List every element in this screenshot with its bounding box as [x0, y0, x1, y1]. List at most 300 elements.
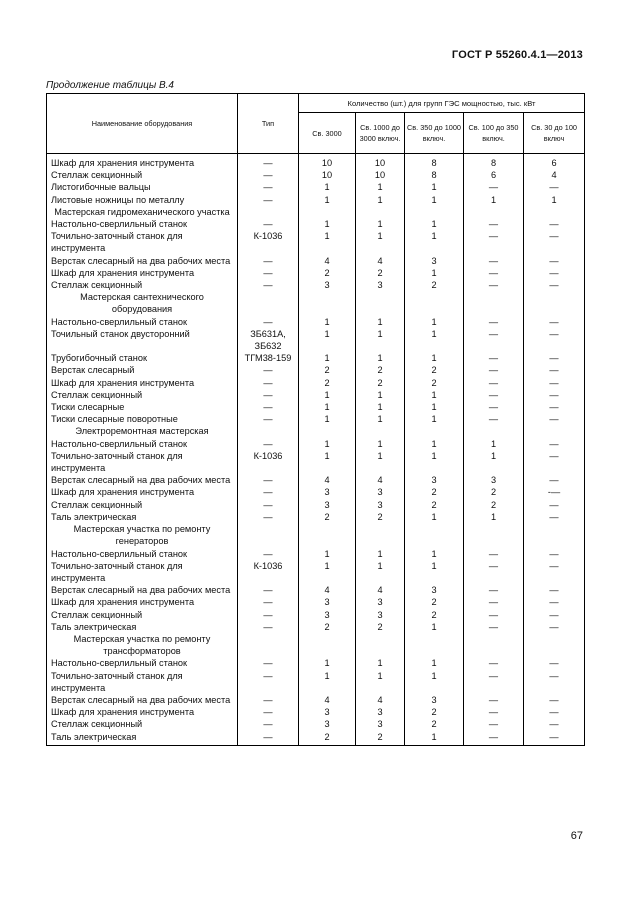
equipment-name: Настольно-сверлильный станок	[47, 316, 238, 328]
table-row	[47, 377, 585, 389]
quantity-cell: —	[524, 377, 585, 389]
quantity-cell: 3	[356, 718, 405, 730]
equipment-name: Таль электрическая	[47, 511, 238, 523]
equipment-type: —	[238, 731, 299, 746]
quantity-cell: 1	[405, 316, 464, 328]
section-row	[47, 206, 585, 218]
quantity-cell: 2	[464, 499, 524, 511]
quantity-cell: 4	[356, 584, 405, 596]
table-row	[47, 657, 585, 669]
quantity-cell: 10	[299, 169, 356, 181]
quantity-cell: —	[464, 279, 524, 291]
quantity-cell: 1	[299, 438, 356, 450]
equipment-name: Шкаф для хранения инструмента	[47, 267, 238, 279]
table-row	[47, 621, 585, 633]
section-title: Электроремонтная мастерская	[47, 425, 238, 437]
quantity-cell: —	[524, 267, 585, 279]
quantity-cell: —	[524, 255, 585, 267]
equipment-type: —	[238, 548, 299, 560]
quantity-cell: 1	[405, 438, 464, 450]
quantity-cell: 1	[405, 230, 464, 254]
quantity-cell: 10	[299, 154, 356, 170]
quantity-cell: —	[524, 706, 585, 718]
quantity-cell: —	[464, 670, 524, 694]
quantity-cell: —	[464, 657, 524, 669]
quantity-cell: 1	[405, 511, 464, 523]
equipment-type: —	[238, 486, 299, 498]
quantity-cell: 2	[405, 364, 464, 376]
quantity-cell: 1	[356, 316, 405, 328]
equipment-type: —	[238, 154, 299, 170]
quantity-cell: 1	[356, 560, 405, 584]
quantity-cell: 4	[356, 694, 405, 706]
quantity-cell: 8	[405, 154, 464, 170]
quantity-cell	[464, 523, 524, 547]
equipment-name: Точильно-заточный станок для инструмента	[47, 450, 238, 474]
quantity-cell: 3	[405, 474, 464, 486]
quantity-cell	[356, 633, 405, 657]
page-number: 67	[570, 830, 583, 842]
quantity-cell: 1	[405, 181, 464, 193]
quantity-cell	[464, 633, 524, 657]
quantity-cell: 1	[405, 328, 464, 352]
quantity-cell: 2	[356, 621, 405, 633]
equipment-type: —	[238, 706, 299, 718]
quantity-cell: 2	[356, 377, 405, 389]
quantity-cell: 2	[299, 377, 356, 389]
quantity-cell	[356, 291, 405, 315]
section-row	[47, 523, 585, 547]
quantity-cell: 1	[299, 389, 356, 401]
section-title: Мастерская участка по ремонту генераторов	[47, 523, 238, 547]
quantity-cell: 2	[405, 706, 464, 718]
quantity-cell: 1	[464, 438, 524, 450]
quantity-cell: 3	[299, 499, 356, 511]
quantity-cell: —	[524, 364, 585, 376]
quantity-cell: 4	[299, 584, 356, 596]
quantity-cell: —	[464, 731, 524, 746]
quantity-cell: 4	[524, 169, 585, 181]
quantity-cell: 1	[299, 401, 356, 413]
section-title: Мастерская гидромеханического участка	[47, 206, 238, 218]
equipment-name: Стеллаж секционный	[47, 499, 238, 511]
quantity-cell	[405, 425, 464, 437]
header-group-5: Св. 30 до 100 включ	[524, 113, 585, 154]
quantity-cell: 1	[356, 401, 405, 413]
equipment-type: —	[238, 511, 299, 523]
quantity-cell: 1	[356, 389, 405, 401]
quantity-cell: 3	[405, 584, 464, 596]
quantity-cell: 1	[356, 181, 405, 193]
quantity-cell: —	[464, 718, 524, 730]
quantity-cell: —	[464, 584, 524, 596]
quantity-cell: —	[524, 181, 585, 193]
quantity-cell: —	[524, 279, 585, 291]
quantity-cell	[524, 425, 585, 437]
header-group-1: Св. 3000	[299, 113, 356, 154]
quantity-cell	[524, 291, 585, 315]
equipment-type	[238, 425, 299, 437]
equipment-type: —	[238, 181, 299, 193]
table-row	[47, 279, 585, 291]
equipment-type	[238, 633, 299, 657]
quantity-cell: —	[524, 731, 585, 746]
quantity-cell: —	[524, 352, 585, 364]
header-type: Тип	[238, 94, 299, 154]
equipment-name: Точильный станок двусторонний	[47, 328, 238, 352]
table-row	[47, 169, 585, 181]
quantity-cell: —	[464, 267, 524, 279]
quantity-cell: 3	[356, 499, 405, 511]
equipment-type: —	[238, 621, 299, 633]
equipment-name: Настольно-сверлильный станок	[47, 438, 238, 450]
quantity-cell: —	[464, 316, 524, 328]
quantity-cell: —	[464, 413, 524, 425]
quantity-cell	[299, 425, 356, 437]
quantity-cell: 3	[356, 596, 405, 608]
quantity-cell: —	[524, 401, 585, 413]
quantity-cell: 6	[524, 154, 585, 170]
quantity-cell: 4	[356, 255, 405, 267]
quantity-cell: 3	[405, 694, 464, 706]
quantity-cell: 2	[356, 364, 405, 376]
equipment-type: —	[238, 609, 299, 621]
quantity-cell: —	[464, 364, 524, 376]
quantity-cell: 1	[405, 194, 464, 206]
quantity-cell: —	[524, 230, 585, 254]
table-row	[47, 560, 585, 584]
quantity-cell: —	[524, 438, 585, 450]
quantity-cell	[405, 633, 464, 657]
quantity-cell: 1	[356, 194, 405, 206]
equipment-name: Листогибочные вальцы	[47, 181, 238, 193]
quantity-cell: 1	[356, 670, 405, 694]
quantity-cell: 1	[405, 267, 464, 279]
equipment-name: Стеллаж секционный	[47, 169, 238, 181]
quantity-cell: 2	[405, 499, 464, 511]
table-row	[47, 486, 585, 498]
quantity-cell: 3	[299, 486, 356, 498]
quantity-cell: —	[524, 694, 585, 706]
table-row	[47, 194, 585, 206]
header-group-4: Св. 100 до 350 включ.	[464, 113, 524, 154]
quantity-cell: 1	[356, 230, 405, 254]
quantity-cell: 1	[405, 450, 464, 474]
quantity-cell: —	[464, 609, 524, 621]
equipment-type: К-1036	[238, 230, 299, 254]
equipment-name: Стеллаж секционный	[47, 279, 238, 291]
quantity-cell: 3	[405, 255, 464, 267]
document-header: ГОСТ Р 55260.4.1—2013	[451, 49, 583, 61]
equipment-table	[46, 93, 585, 746]
section-row	[47, 291, 585, 315]
quantity-cell: 1	[299, 548, 356, 560]
equipment-name: Тиски слесарные	[47, 401, 238, 413]
quantity-cell: 2	[405, 718, 464, 730]
quantity-cell: —	[524, 450, 585, 474]
quantity-cell: —	[464, 596, 524, 608]
quantity-cell: 8	[405, 169, 464, 181]
table-caption: Продолжение таблицы В.4	[46, 80, 174, 91]
quantity-cell	[524, 523, 585, 547]
table-row	[47, 267, 585, 279]
equipment-name: Верстак слесарный на два рабочих места	[47, 255, 238, 267]
quantity-cell: —	[524, 596, 585, 608]
quantity-cell: 2	[356, 267, 405, 279]
quantity-cell: 1	[405, 352, 464, 364]
quantity-cell: —	[524, 316, 585, 328]
equipment-type: ТГМ38-159	[238, 352, 299, 364]
quantity-cell: 1	[356, 328, 405, 352]
quantity-cell: —	[524, 474, 585, 486]
quantity-cell: 2	[405, 377, 464, 389]
quantity-cell: 10	[356, 169, 405, 181]
table-row	[47, 181, 585, 193]
equipment-name: Настольно-сверлильный станок	[47, 218, 238, 230]
quantity-cell: 6	[464, 169, 524, 181]
equipment-type	[238, 523, 299, 547]
equipment-type: —	[238, 267, 299, 279]
quantity-cell: 1	[299, 181, 356, 193]
quantity-cell: 1	[405, 670, 464, 694]
quantity-cell: 1	[405, 548, 464, 560]
quantity-cell: —	[464, 694, 524, 706]
quantity-cell: 1	[299, 328, 356, 352]
quantity-cell: 1	[405, 218, 464, 230]
equipment-type: —	[238, 401, 299, 413]
quantity-cell: —	[524, 560, 585, 584]
table-row	[47, 511, 585, 523]
header-name: Наименование оборудования	[47, 94, 238, 154]
quantity-cell	[524, 633, 585, 657]
equipment-name: Шкаф для хранения инструмента	[47, 486, 238, 498]
quantity-cell: 1	[356, 218, 405, 230]
equipment-name: Верстак слесарный на два рабочих места	[47, 474, 238, 486]
equipment-name: Настольно-сверлильный станок	[47, 548, 238, 560]
quantity-cell: 1	[299, 560, 356, 584]
quantity-cell: -—	[524, 486, 585, 498]
quantity-cell: 1	[356, 352, 405, 364]
quantity-cell	[299, 206, 356, 218]
quantity-cell: —	[524, 499, 585, 511]
table-row	[47, 218, 585, 230]
quantity-cell: —	[524, 548, 585, 560]
quantity-cell: 3	[299, 609, 356, 621]
table-row	[47, 474, 585, 486]
quantity-cell: —	[524, 218, 585, 230]
quantity-cell: 2	[299, 511, 356, 523]
quantity-cell: 1	[356, 438, 405, 450]
equipment-name: Шкаф для хранения инструмента	[47, 377, 238, 389]
equipment-name: Верстак слесарный	[47, 364, 238, 376]
quantity-cell	[299, 633, 356, 657]
quantity-cell: 2	[356, 511, 405, 523]
equipment-name: Стеллаж секционный	[47, 609, 238, 621]
table-row	[47, 438, 585, 450]
quantity-cell	[464, 291, 524, 315]
table-row	[47, 401, 585, 413]
section-row	[47, 425, 585, 437]
equipment-type: —	[238, 413, 299, 425]
quantity-cell: 1	[464, 511, 524, 523]
quantity-cell: —	[524, 718, 585, 730]
quantity-cell: —	[464, 706, 524, 718]
quantity-cell: —	[464, 548, 524, 560]
quantity-cell: —	[464, 328, 524, 352]
table-row	[47, 596, 585, 608]
quantity-cell: 1	[464, 450, 524, 474]
quantity-cell	[524, 206, 585, 218]
section-title: Мастерская сантехнического оборудования	[47, 291, 238, 315]
equipment-type	[238, 291, 299, 315]
table-row	[47, 352, 585, 364]
quantity-cell: 4	[356, 474, 405, 486]
equipment-type	[238, 206, 299, 218]
quantity-cell: 1	[299, 657, 356, 669]
quantity-cell: —	[464, 181, 524, 193]
table-row	[47, 718, 585, 730]
quantity-cell: —	[524, 413, 585, 425]
quantity-cell	[356, 206, 405, 218]
quantity-cell: —	[464, 401, 524, 413]
quantity-cell: —	[464, 255, 524, 267]
quantity-cell	[405, 206, 464, 218]
table-row	[47, 670, 585, 694]
equipment-type: —	[238, 389, 299, 401]
quantity-cell: 3	[299, 279, 356, 291]
quantity-cell: 1	[464, 194, 524, 206]
equipment-type: —	[238, 169, 299, 181]
table-row	[47, 731, 585, 746]
quantity-cell: 2	[405, 609, 464, 621]
quantity-cell: 3	[356, 706, 405, 718]
quantity-cell	[464, 206, 524, 218]
quantity-cell: 4	[299, 255, 356, 267]
quantity-cell: 1	[299, 218, 356, 230]
equipment-name: Стеллаж секционный	[47, 718, 238, 730]
quantity-cell: 1	[524, 194, 585, 206]
quantity-cell: 3	[299, 718, 356, 730]
equipment-name: Стеллаж секционный	[47, 389, 238, 401]
equipment-type: —	[238, 718, 299, 730]
quantity-cell: 4	[299, 474, 356, 486]
quantity-cell: 1	[299, 352, 356, 364]
quantity-cell: 4	[299, 694, 356, 706]
quantity-cell: 1	[405, 401, 464, 413]
table-row	[47, 154, 585, 170]
equipment-name: Шкаф для хранения инструмента	[47, 154, 238, 170]
equipment-type: —	[238, 255, 299, 267]
quantity-cell	[405, 291, 464, 315]
equipment-name: Настольно-сверлильный станок	[47, 657, 238, 669]
equipment-type: —	[238, 438, 299, 450]
quantity-cell: 1	[299, 194, 356, 206]
quantity-cell: 3	[356, 486, 405, 498]
table-row	[47, 364, 585, 376]
quantity-cell: 3	[299, 596, 356, 608]
header-quantity: Количество (шт.) для групп ГЭС мощностью, тыс. кВт	[299, 94, 585, 113]
table-row	[47, 450, 585, 474]
quantity-cell	[299, 291, 356, 315]
quantity-cell: 3	[356, 279, 405, 291]
equipment-type: К-1036	[238, 450, 299, 474]
equipment-type: —	[238, 364, 299, 376]
equipment-type: —	[238, 316, 299, 328]
quantity-cell: 2	[356, 731, 405, 746]
quantity-cell: 1	[356, 413, 405, 425]
quantity-cell	[356, 523, 405, 547]
equipment-type: —	[238, 474, 299, 486]
quantity-cell: 8	[464, 154, 524, 170]
quantity-cell: —	[464, 389, 524, 401]
quantity-cell: 10	[356, 154, 405, 170]
quantity-cell: 1	[299, 670, 356, 694]
table-row	[47, 255, 585, 267]
quantity-cell: —	[464, 377, 524, 389]
table-row	[47, 706, 585, 718]
equipment-name: Точильно-заточный станок для инструмента	[47, 230, 238, 254]
table-row	[47, 609, 585, 621]
equipment-name: Тиски слесарные поворотные	[47, 413, 238, 425]
quantity-cell: 2	[405, 596, 464, 608]
quantity-cell: —	[464, 218, 524, 230]
quantity-cell: 2	[405, 279, 464, 291]
equipment-type: —	[238, 194, 299, 206]
quantity-cell: —	[464, 621, 524, 633]
quantity-cell: 2	[299, 267, 356, 279]
quantity-cell: 1	[356, 450, 405, 474]
table-row	[47, 694, 585, 706]
quantity-cell	[464, 425, 524, 437]
equipment-name: Шкаф для хранения инструмента	[47, 596, 238, 608]
quantity-cell: 2	[405, 486, 464, 498]
equipment-type: —	[238, 584, 299, 596]
quantity-cell: —	[524, 389, 585, 401]
quantity-cell: —	[524, 609, 585, 621]
equipment-type: —	[238, 218, 299, 230]
quantity-cell: 1	[405, 413, 464, 425]
equipment-type: —	[238, 377, 299, 389]
quantity-cell: —	[464, 230, 524, 254]
quantity-cell: —	[524, 670, 585, 694]
table-row	[47, 230, 585, 254]
table-body	[47, 154, 585, 746]
quantity-cell: 1	[405, 657, 464, 669]
section-row	[47, 633, 585, 657]
quantity-cell: —	[524, 657, 585, 669]
equipment-type: —	[238, 499, 299, 511]
table-row	[47, 413, 585, 425]
equipment-type: —	[238, 694, 299, 706]
quantity-cell: —	[464, 352, 524, 364]
equipment-name: Таль электрическая	[47, 621, 238, 633]
quantity-cell: 1	[299, 316, 356, 328]
equipment-name: Точильно-заточный станок для инструмента	[47, 670, 238, 694]
equipment-type: —	[238, 670, 299, 694]
quantity-cell: 1	[405, 731, 464, 746]
quantity-cell: —	[524, 621, 585, 633]
header-group-3: Св. 350 до 1000 включ.	[405, 113, 464, 154]
quantity-cell: —	[524, 328, 585, 352]
table-row	[47, 499, 585, 511]
equipment-name: Верстак слесарный на два рабочих места	[47, 584, 238, 596]
equipment-name: Верстак слесарный на два рабочих места	[47, 694, 238, 706]
header-group-2: Св. 1000 до 3000 включ.	[356, 113, 405, 154]
quantity-cell: 1	[405, 621, 464, 633]
equipment-name: Таль электрическая	[47, 731, 238, 746]
equipment-name: Листовые ножницы по металлу	[47, 194, 238, 206]
equipment-type: —	[238, 596, 299, 608]
